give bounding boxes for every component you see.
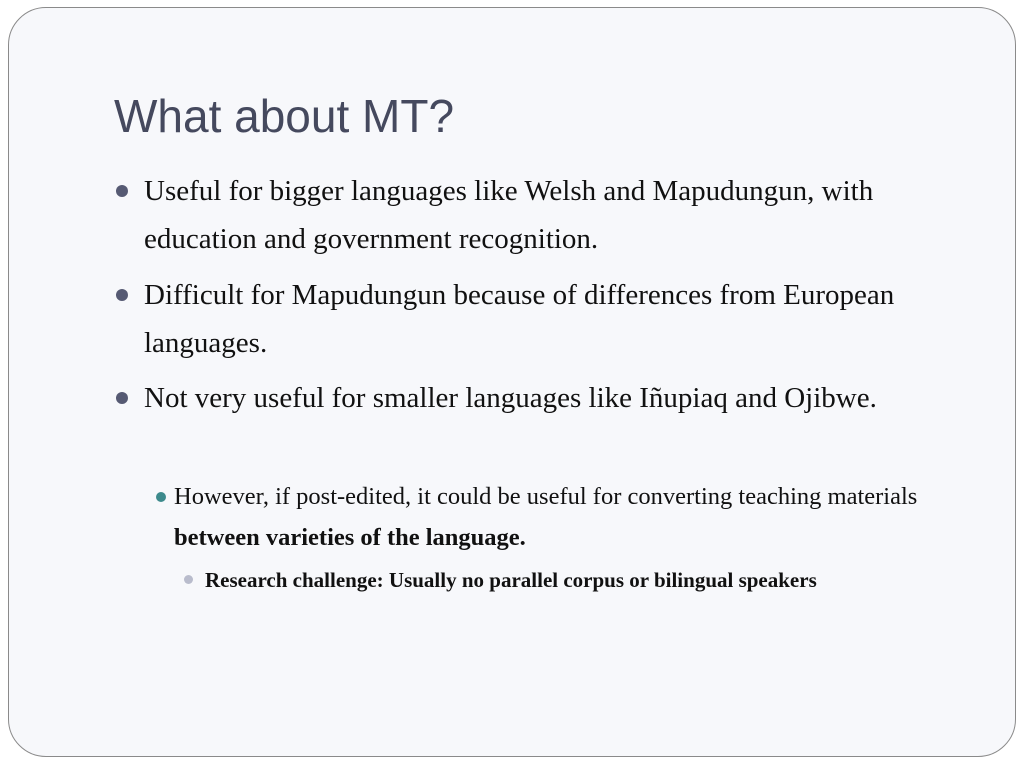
sub-sub-bullet-text: Research challenge: Usually no parallel corpus or bilingual speakers [205, 568, 817, 592]
sub-sub-bullet-item [205, 563, 965, 597]
bullet-dot-icon [116, 392, 128, 404]
sub-bullet-bold-text: between varieties of the language. [174, 524, 526, 551]
bullet-dot-icon [116, 185, 128, 197]
bullet-item [144, 167, 984, 263]
bullet-dot-icon [116, 289, 128, 301]
sub-bullet-dot-icon [156, 492, 166, 502]
sub-bullet-text: However, if post-edited, it could be useful for converting teaching materials [174, 483, 918, 510]
bullet-text: Difficult for Mapudungun because of differences from European languages. [144, 279, 895, 359]
bullet-text: Useful for bigger languages like Welsh and Mapudungun, with education and government recognition. [144, 175, 874, 255]
slide-title: What about MT? [114, 90, 455, 142]
sub-sub-bullet-dot-icon [184, 575, 193, 584]
sub-bullet-item [174, 476, 954, 558]
bullet-item [144, 374, 984, 422]
bullet-text: Not very useful for smaller languages like Iñupiaq and Ojibwe. [144, 382, 877, 414]
bullet-item [144, 271, 984, 367]
